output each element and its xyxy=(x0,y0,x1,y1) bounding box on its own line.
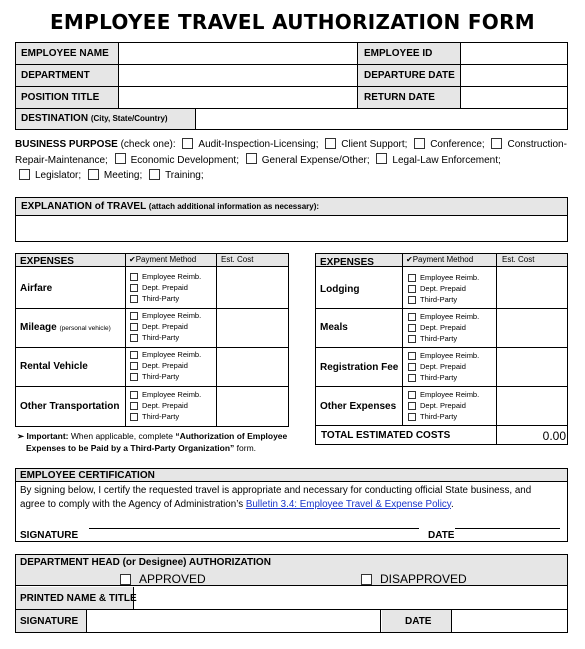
expense-other-transportation: Other Transportation xyxy=(20,401,120,412)
checkbox-meals-prepaid[interactable] xyxy=(408,324,416,332)
business-purpose-hint: (check one): xyxy=(120,139,176,150)
expense-airfare: Airfare xyxy=(20,283,53,294)
employee-name-field[interactable] xyxy=(118,43,358,64)
expense-other-expenses: Other Expenses xyxy=(320,401,397,412)
payment-options-rental: Employee Reimb. Dept. Prepaid Third-Party xyxy=(129,349,201,382)
checkbox-audit[interactable] xyxy=(182,138,193,149)
checkbox-general-expense[interactable] xyxy=(246,153,257,164)
certification-date-label: DATE xyxy=(428,530,455,541)
printed-name-label: PRINTED NAME & TITLE xyxy=(20,593,137,604)
payment-method-header-left: ✔Payment Method xyxy=(129,255,197,264)
checkbox-other-third-party[interactable] xyxy=(408,413,416,421)
expenses-header-right: EXPENSES xyxy=(320,257,374,268)
checkbox-legislator[interactable] xyxy=(19,169,30,180)
checkbox-rental-prepaid[interactable] xyxy=(130,362,138,370)
authorization-signature-field[interactable] xyxy=(88,610,381,632)
expense-rental-vehicle: Rental Vehicle xyxy=(20,361,88,372)
expenses-header-left: EXPENSES xyxy=(20,256,74,267)
payment-options-lodging: Employee Reimb. Dept. Prepaid Third-Party xyxy=(407,272,479,305)
payment-options-registration: Employee Reimb. Dept. Prepaid Third-Party xyxy=(407,350,479,383)
checkbox-meals-third-party[interactable] xyxy=(408,335,416,343)
employee-id-field[interactable] xyxy=(460,43,567,64)
authorization-date-field[interactable] xyxy=(453,610,567,632)
destination-label: DESTINATION (City, State/Country) xyxy=(21,113,168,124)
position-title-label: POSITION TITLE xyxy=(21,92,100,103)
department-label: DEPARTMENT xyxy=(21,70,90,81)
checkbox-conference[interactable] xyxy=(414,138,425,149)
page-title: EMPLOYEE TRAVEL AUTHORIZATION FORM xyxy=(49,10,536,34)
bulletin-link[interactable]: Bulletin 3.4: Employee Travel & Expense Policy xyxy=(245,498,451,510)
payment-options-other-transport: Employee Reimb. Dept. Prepaid Third-Party xyxy=(129,389,201,422)
checkbox-lodging-third-party[interactable] xyxy=(408,296,416,304)
explanation-field[interactable] xyxy=(16,217,567,241)
authorization-signature-label: SIGNATURE xyxy=(20,616,79,627)
important-note: ➢ Important: When applicable, complete “Authorization of Employee Expenses to be Paid by a Third-Party Organization” form. xyxy=(17,431,288,453)
certification-signature-line[interactable] xyxy=(89,528,419,529)
certification-text: By signing below, I certify the requested travel is appropriate and necessary for conducting official State business, and agree to comply with the Agency of Administration’s Bulletin 3.4: Employee Travel & Expense Policy. xyxy=(20,485,532,510)
checkbox-meals-employee[interactable] xyxy=(408,313,416,321)
expense-registration-fee: Registration Fee xyxy=(320,362,399,373)
checkbox-registration-prepaid[interactable] xyxy=(408,363,416,371)
employee-id-label: EMPLOYEE ID xyxy=(364,48,433,59)
checkbox-economic-development[interactable] xyxy=(115,153,126,164)
authorization-date-label: DATE xyxy=(405,616,432,627)
disapproved-option: DISAPPROVED xyxy=(361,572,467,586)
payment-options-meals: Employee Reimb. Dept. Prepaid Third-Party xyxy=(407,311,479,344)
position-title-field[interactable] xyxy=(118,87,358,108)
payment-options-other-expenses: Employee Reimb. Dept. Prepaid Third-Party xyxy=(407,389,479,422)
checkbox-training[interactable] xyxy=(149,169,160,180)
checkbox-approved[interactable] xyxy=(120,574,131,585)
checkbox-registration-third-party[interactable] xyxy=(408,374,416,382)
department-field[interactable] xyxy=(118,65,358,86)
destination-field[interactable] xyxy=(195,109,567,129)
checkbox-other-employee[interactable] xyxy=(408,391,416,399)
expense-lodging: Lodging xyxy=(320,284,360,295)
checkbox-airfare-third-party[interactable] xyxy=(130,295,138,303)
business-purpose: BUSINESS PURPOSE (check one): Audit-Inspection-Licensing; Client Support; Conference; Construction-Repair-Maintenance; Economic Development; General Expense/Other; Legal-Law Enforcement; Legislator; Meeting; Training; xyxy=(15,139,567,181)
employee-name-label: EMPLOYEE NAME xyxy=(21,48,109,59)
checkbox-mileage-third-party[interactable] xyxy=(130,334,138,342)
total-estimated-costs-label: TOTAL ESTIMATED COSTS xyxy=(321,430,451,441)
checkbox-rental-third-party[interactable] xyxy=(130,373,138,381)
checkbox-airfare-prepaid[interactable] xyxy=(130,284,138,292)
payment-method-header-right: ✔Payment Method xyxy=(406,255,474,264)
payment-options-mileage: Employee Reimb. Dept. Prepaid Third-Party xyxy=(129,310,201,343)
checkbox-mileage-employee[interactable] xyxy=(130,312,138,320)
payment-options-airfare: Employee Reimb. Dept. Prepaid Third-Party xyxy=(129,271,201,304)
explanation-label: EXPLANATION of TRAVEL (attach additional information as necessary): xyxy=(21,201,320,212)
total-estimated-costs-value: 0.00 xyxy=(542,429,566,443)
checkbox-lodging-employee[interactable] xyxy=(408,274,416,282)
checkbox-construction[interactable] xyxy=(491,138,502,149)
approved-option: APPROVED xyxy=(120,572,206,586)
checkbox-other-prepaid[interactable] xyxy=(408,402,416,410)
checkbox-transport-prepaid[interactable] xyxy=(130,402,138,410)
certification-date-line[interactable] xyxy=(455,528,560,529)
checkbox-lodging-prepaid[interactable] xyxy=(408,285,416,293)
checkbox-mileage-prepaid[interactable] xyxy=(130,323,138,331)
checkbox-airfare-employee[interactable] xyxy=(130,273,138,281)
authorization-heading: DEPARTMENT HEAD (or Designee) AUTHORIZATION xyxy=(20,557,271,568)
certification-heading: EMPLOYEE CERTIFICATION xyxy=(20,470,155,481)
checkbox-rental-employee[interactable] xyxy=(130,351,138,359)
departure-date-label: DEPARTURE DATE xyxy=(364,70,455,81)
departure-date-field[interactable] xyxy=(460,65,567,86)
checkbox-transport-third-party[interactable] xyxy=(130,413,138,421)
checkbox-legal[interactable] xyxy=(376,153,387,164)
return-date-label: RETURN DATE xyxy=(364,92,435,103)
checkbox-transport-employee[interactable] xyxy=(130,391,138,399)
checkbox-meeting[interactable] xyxy=(88,169,99,180)
printed-name-field[interactable] xyxy=(135,587,567,609)
return-date-field[interactable] xyxy=(460,87,567,108)
checkbox-client-support[interactable] xyxy=(325,138,336,149)
est-cost-header-left: Est. Cost xyxy=(221,255,254,264)
business-purpose-label: BUSINESS PURPOSE xyxy=(15,139,118,150)
est-cost-header-right: Est. Cost xyxy=(502,255,535,264)
checkbox-disapproved[interactable] xyxy=(361,574,372,585)
expense-meals: Meals xyxy=(320,322,348,333)
checkbox-registration-employee[interactable] xyxy=(408,352,416,360)
expense-mileage: Mileage (personal vehicle) xyxy=(20,322,111,333)
certification-signature-label: SIGNATURE xyxy=(20,530,79,541)
